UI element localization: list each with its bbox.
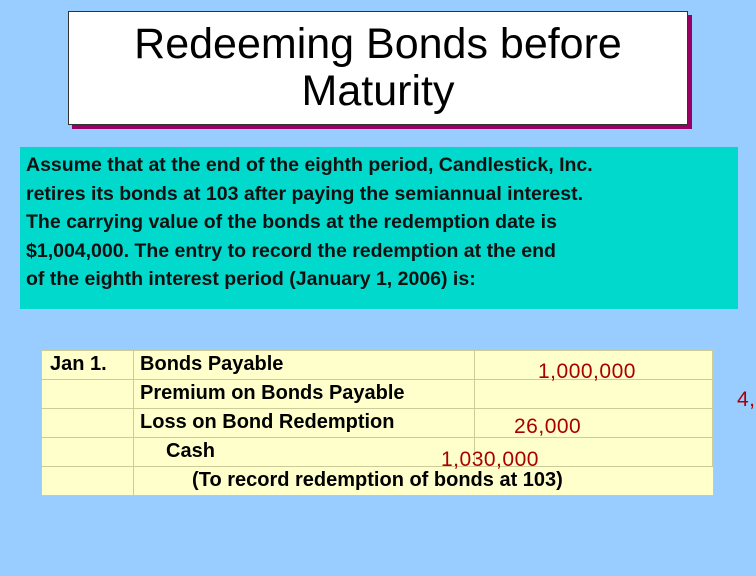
date-cell bbox=[42, 409, 134, 438]
date-cell bbox=[42, 438, 134, 467]
journal-memo: (To record redemption of bonds at 103) bbox=[134, 467, 714, 496]
journal-date: Jan 1. bbox=[42, 351, 134, 380]
amount-premium-partial: 4, bbox=[737, 388, 756, 411]
credit-cell bbox=[713, 351, 714, 380]
credit-cell bbox=[713, 380, 714, 409]
date-cell bbox=[42, 467, 134, 496]
page-title: Redeeming Bonds before Maturity bbox=[134, 20, 622, 115]
journal-account-bonds-payable: Bonds Payable bbox=[134, 351, 475, 380]
table-row bbox=[42, 467, 714, 496]
amount-cash: 1,030,000 bbox=[441, 448, 539, 471]
amount-loss: 26,000 bbox=[514, 415, 582, 438]
journal-account-cash: Cash bbox=[134, 438, 475, 467]
journal-account-premium: Premium on Bonds Payable bbox=[134, 380, 475, 409]
date-cell bbox=[42, 380, 134, 409]
credit-cell bbox=[713, 438, 714, 467]
credit-cell bbox=[713, 409, 714, 438]
intro-box bbox=[20, 147, 738, 309]
table-row bbox=[42, 438, 714, 467]
table-row bbox=[42, 409, 714, 438]
debit-cell bbox=[475, 409, 713, 438]
amount-bonds-payable: 1,000,000 bbox=[538, 360, 636, 383]
intro-text: Assume that at the end of the eighth period, Candlestick, Inc. retires its bonds at 103 after paying the semiannual interest. The carrying value of the bonds at the redemption date is $1,004,000. The entry to record the redemption at the end of the eighth interest period (January 1, 2006) is: bbox=[26, 154, 593, 290]
title-box bbox=[68, 11, 688, 125]
journal-account-loss: Loss on Bond Redemption bbox=[134, 409, 475, 438]
